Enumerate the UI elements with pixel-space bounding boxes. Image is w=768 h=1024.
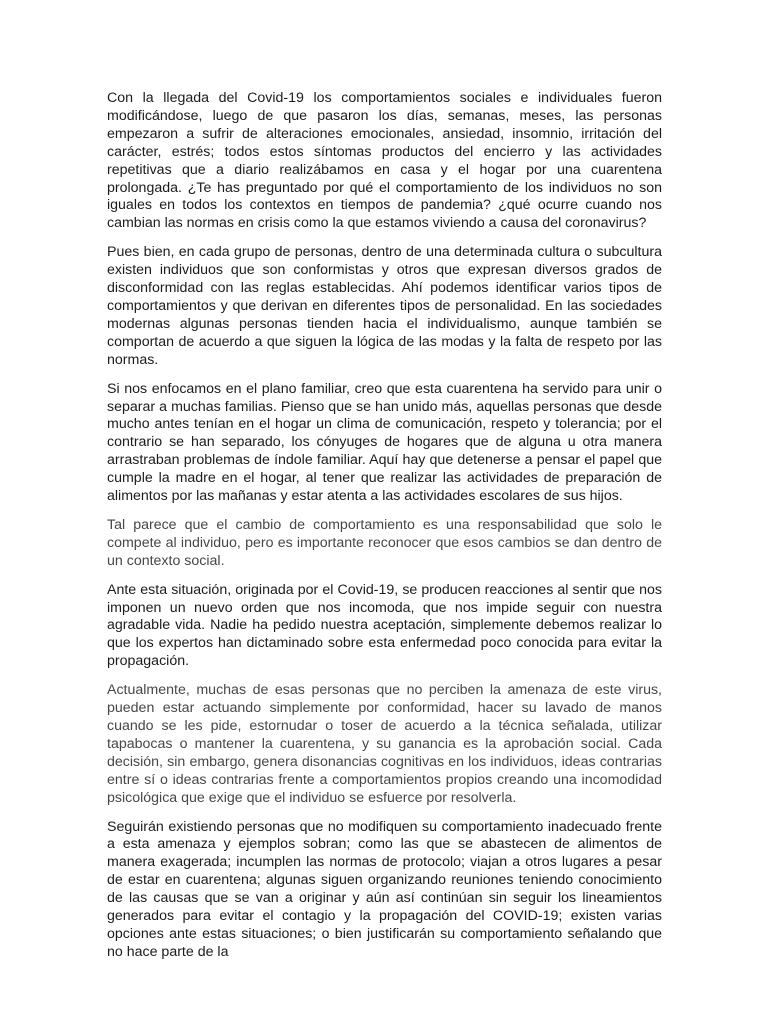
paragraph-6: Actualmente, muchas de esas personas que no perciben la amenaza de este virus, pueden estar actuando simplemente por conformidad, hacer su lavado de manos cuando se les pide, estornudar o toser de acuerdo a la técnica señalada, utilizar tapabocas o mantener la cuarentena, y su ganancia es la aprobación social. Cada decisión, sin embargo, genera disonancias cognitivas en los individuos, ideas contrarias entre sí o ideas contrarias frente a comportamientos propios creando una incomodidad psicológica que exige que el individuo se esfuerce por resolverla. — [107, 682, 662, 806]
paragraph-1: Con la llegada del Covid-19 los comportamientos sociales e individuales fueron modificándose, luego de que pasaron los días, semanas, meses, las personas empezaron a sufrir de alteraciones emocionales, ansiedad, insomnio, irritación del carácter, estrés; todos estos síntomas productos del encierro y las actividades repetitivas que a diario realizábamos en casa y el hogar por una cuarentena prolongada. ¿Te has preguntado por qué el comportamiento de los individuos no son iguales en todos los contextos en tiempos de pandemia? ¿qué ocurre cuando nos cambian las normas en crisis como la que estamos viviendo a causa del coronavirus? — [107, 90, 662, 232]
paragraph-2: Pues bien, en cada grupo de personas, dentro de una determinada cultura o subcultura existen individuos que son conformistas y otros que expresan diversos grados de disconformidad con las reglas establecidas. Ahí podemos identificar varios tipos de comportamientos y que derivan en diferentes tipos de personalidad. En las sociedades modernas algunas personas tienden hacia el individualismo, aunque también se comportan de acuerdo a que siguen la lógica de las modas y la falta de respeto por las normas. — [107, 244, 662, 368]
paragraph-4: Tal parece que el cambio de comportamiento es una responsabilidad que solo le compete al individuo, pero es importante reconocer que esos cambios se dan dentro de un contexto social. — [107, 516, 662, 569]
paragraph-3: Si nos enfocamos en el plano familiar, creo que esta cuarentena ha servido para unir o separar a muchas familias. Pienso que se han unido más, aquellas personas que desde mucho antes tenían en el hogar un clima de comunicación, respeto y tolerancia; por el contrario se han separado, los cónyuges de hogares que de alguna u otra manera arrastraban problemas de índole familiar. Aquí hay que detenerse a pensar el papel que cumple la madre en el hogar, al tener que realizar las actividades de preparación de alimentos por las mañanas y estar atenta a las actividades escolares de sus hijos. — [107, 380, 662, 505]
paragraph-7: Seguirán existiendo personas que no modifiquen su comportamiento inadecuado frente a esta amenaza y ejemplos sobran; como las que se abastecen de alimentos de manera exagerada; incumplen las normas de protocolo; viajan a otros lugares a pesar de estar en cuarentena; algunas siguen organizando reuniones teniendo conocimiento de las causas que se van a originar y aún así continúan sin seguir los lineamientos generados para evitar el contagio y la propagación del COVID-19; existen varias opciones ante estas situaciones; o bien justificarán su comportamiento señalando que no hace parte de la — [107, 818, 662, 960]
paragraph-5: Ante esta situación, originada por el Covid-19, se producen reacciones al sentir que nos imponen un nuevo orden que nos incomoda, que nos impide seguir con nuestra agradable vida. Nadie ha pedido nuestra aceptación, simplemente debemos realizar lo que los expertos han dictaminado sobre esta enfermedad poco conocida para evitar la propagación. — [107, 581, 662, 670]
document-body — [107, 90, 662, 973]
